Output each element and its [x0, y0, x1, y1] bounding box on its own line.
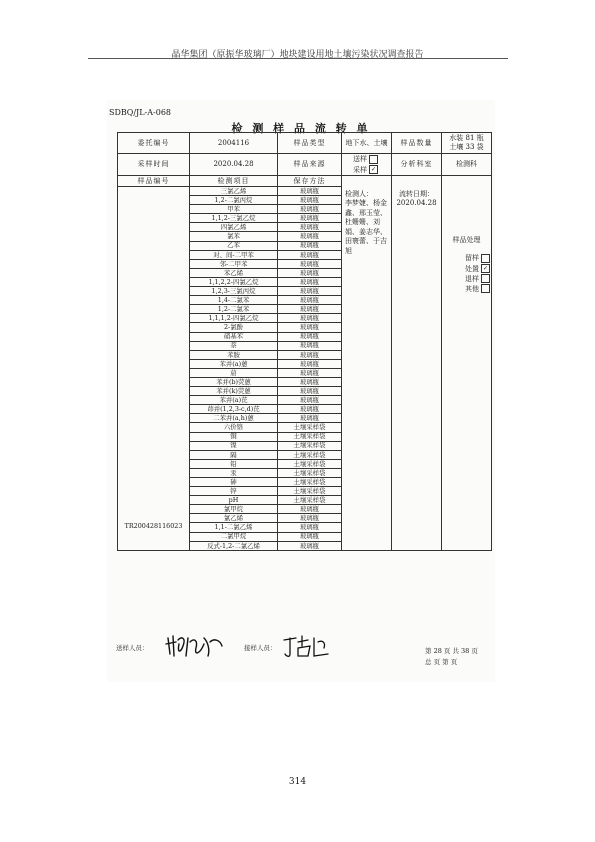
- storage-method: 玻璃瓶: [278, 541, 342, 550]
- storage-method: 玻璃瓶: [278, 214, 342, 223]
- test-item: 1,2-二氯丙烷: [190, 196, 278, 205]
- sample-qty-soil: 土壤 33 袋: [449, 143, 484, 151]
- test-item: 三氯乙烯: [190, 187, 278, 196]
- test-item: 砷: [190, 478, 278, 487]
- test-item: 茚并(1,2,3-c,d)芘: [190, 405, 278, 414]
- processing-title: 样品处理: [452, 236, 481, 244]
- storage-method: 玻璃瓶: [278, 268, 342, 277]
- checkbox-keep[interactable]: [481, 254, 490, 263]
- test-item: 苯并(k)荧蒽: [190, 387, 278, 396]
- sample-no-cell: [118, 187, 190, 551]
- storage-method: 玻璃瓶: [278, 414, 342, 423]
- checkbox-delivered[interactable]: [369, 155, 378, 164]
- value-sample-type: 地下水、土壤: [342, 133, 392, 154]
- storage-method: 土壤采样袋: [278, 487, 342, 496]
- test-item: 苯乙烯: [190, 268, 278, 277]
- transfer-label: 流转日期：: [399, 190, 434, 198]
- storage-method: 玻璃瓶: [278, 505, 342, 514]
- storage-method: 玻璃瓶: [278, 205, 342, 214]
- storage-method: 玻璃瓶: [278, 405, 342, 414]
- test-item: 苯并(b)荧蒽: [190, 377, 278, 386]
- form-title: 检 测 样 品 流 转 单: [231, 122, 371, 135]
- page-info: [425, 646, 478, 668]
- storage-method: 玻璃瓶: [278, 187, 342, 196]
- storage-method: 玻璃瓶: [278, 341, 342, 350]
- storage-method: 玻璃瓶: [278, 296, 342, 305]
- storage-method: 玻璃瓶: [278, 305, 342, 314]
- storage-method: 玻璃瓶: [278, 377, 342, 386]
- test-item: 1,1,2-三氯乙烷: [190, 214, 278, 223]
- page-info-line2: 总 页 第 页: [425, 658, 458, 667]
- storage-method: 玻璃瓶: [278, 323, 342, 332]
- value-entrust-no: 2004116: [190, 133, 278, 154]
- test-item: 四氯乙烯: [190, 223, 278, 232]
- checkbox-sampled[interactable]: ✓: [370, 166, 377, 173]
- test-item: 氯苯: [190, 232, 278, 241]
- processing-option-return: 退样: [465, 274, 490, 284]
- storage-method: 玻璃瓶: [278, 196, 342, 205]
- checkbox-other[interactable]: [481, 284, 490, 293]
- storage-method: 玻璃瓶: [278, 514, 342, 523]
- label-analysis-room: 分析科室: [392, 154, 442, 176]
- test-item: 萘: [190, 341, 278, 350]
- storage-method: 玻璃瓶: [278, 277, 342, 286]
- receiver-signature-icon: [282, 632, 332, 660]
- label-sample-type: 样品类型: [278, 133, 342, 154]
- sender-signature-icon: [164, 632, 226, 660]
- storage-method: 土壤采样袋: [278, 496, 342, 505]
- storage-method: 玻璃瓶: [278, 350, 342, 359]
- test-item: 反式-1,2-二氯乙烯: [190, 541, 278, 550]
- value-sample-source: [342, 154, 392, 176]
- test-item: 二氯甲烷: [190, 532, 278, 541]
- test-item: 1,2-二氯苯: [190, 305, 278, 314]
- test-item: 甲苯: [190, 205, 278, 214]
- test-item: 䓛: [190, 368, 278, 377]
- storage-method: 玻璃瓶: [278, 396, 342, 405]
- storage-method: 玻璃瓶: [278, 332, 342, 341]
- test-item: 苯并(a)蒽: [190, 359, 278, 368]
- storage-method: 玻璃瓶: [278, 250, 342, 259]
- storage-method: 土壤采样袋: [278, 478, 342, 487]
- sample-qty-water: 水装 81 瓶: [449, 133, 484, 142]
- storage-method: 土壤采样袋: [278, 432, 342, 441]
- storage-method: 土壤采样袋: [278, 441, 342, 450]
- storage-method: 玻璃瓶: [278, 387, 342, 396]
- test-item: pH: [190, 496, 278, 505]
- test-item: 铜: [190, 432, 278, 441]
- form-code: SDBQ/JL-A-068: [109, 108, 171, 117]
- test-item: 1,1,1,2-四氯乙烷: [190, 314, 278, 323]
- storage-method: 玻璃瓶: [278, 259, 342, 268]
- test-item: 汞: [190, 468, 278, 477]
- testers-names: 李梦婕、杨金鑫、邢玉莹、杜姗姗、刘娟、姜志华、田寰蕾、于吉旭: [345, 199, 387, 255]
- receiver-label: 接样人员：: [244, 644, 277, 652]
- test-item: 二苯并(a,h)蒽: [190, 414, 278, 423]
- test-item: 乙苯: [190, 241, 278, 250]
- test-item: 苯并(a)芘: [190, 396, 278, 405]
- test-item: 六价铬: [190, 423, 278, 432]
- header-row-3: [118, 176, 492, 187]
- header-rule: [88, 58, 508, 59]
- storage-method: 玻璃瓶: [278, 223, 342, 232]
- processing-cell: [442, 176, 492, 551]
- test-item: 铅: [190, 459, 278, 468]
- storage-method: 土壤采样袋: [278, 450, 342, 459]
- storage-method: 玻璃瓶: [278, 532, 342, 541]
- header-row-2: [118, 154, 492, 176]
- test-item: 1,1,2,2-四氯乙烷: [190, 277, 278, 286]
- test-item: 镍: [190, 441, 278, 450]
- transfer-cell: [392, 176, 442, 551]
- label-sample-no: 样品编号: [118, 176, 190, 187]
- processing-option-other: 其他: [465, 284, 490, 294]
- value-sample-qty: [442, 133, 492, 154]
- storage-method: 玻璃瓶: [278, 287, 342, 296]
- source-option-sampled: 采样 ✓: [353, 165, 377, 174]
- test-item: 2-氯酚: [190, 323, 278, 332]
- test-item: 对、间-二甲苯: [190, 250, 278, 259]
- storage-method: 玻璃瓶: [278, 359, 342, 368]
- report-header-title: 晶华集团（原振华玻璃厂）地块建设用地土壤污染状况调查报告: [171, 50, 424, 60]
- page-info-line1: 第 28 页 共 38 页: [425, 647, 478, 655]
- testers-label: 检测人：: [345, 190, 373, 198]
- value-analysis-room: 检测科: [442, 154, 492, 176]
- label-sample-date: 采样时间: [118, 154, 190, 176]
- test-item: 1,2,3-三氯丙烷: [190, 287, 278, 296]
- storage-method: 玻璃瓶: [278, 523, 342, 532]
- value-sample-date: 2020.04.28: [190, 154, 278, 176]
- sample-transfer-table: [117, 132, 492, 551]
- test-item: 氯甲烷: [190, 505, 278, 514]
- test-item: 邻-二甲苯: [190, 259, 278, 268]
- processing-option-keep: 留样: [465, 253, 490, 263]
- transfer-date: 2020.04.28: [396, 199, 437, 208]
- test-item: 苯胺: [190, 350, 278, 359]
- label-entrust-no: 委托编号: [118, 133, 190, 154]
- test-item: 1,1-二氯乙烯: [190, 523, 278, 532]
- storage-method: 玻璃瓶: [278, 241, 342, 250]
- sender-label: 送样人员：: [116, 644, 149, 652]
- test-item: 硝基苯: [190, 332, 278, 341]
- test-item: 锌: [190, 487, 278, 496]
- label-sample-qty: 样品数量: [392, 133, 442, 154]
- test-item: 隔: [190, 450, 278, 459]
- label-test-item: 检测项目: [190, 176, 278, 187]
- processing-option-dispose: 处置 ✓: [465, 264, 489, 273]
- source-option-delivered: 送样: [353, 154, 390, 165]
- page-number: 314: [288, 777, 307, 787]
- sample-no-value: TR200428116023: [124, 522, 183, 531]
- label-storage: 保存方法: [278, 176, 342, 187]
- storage-method: 玻璃瓶: [278, 368, 342, 377]
- storage-method: 玻璃瓶: [278, 314, 342, 323]
- test-item: 1,4-二氯苯: [190, 296, 278, 305]
- checkbox-dispose[interactable]: ✓: [482, 265, 489, 273]
- label-sample-source: 样品来源: [278, 154, 342, 176]
- testers-cell: [342, 176, 392, 551]
- test-item: 氯乙烯: [190, 514, 278, 523]
- checkbox-return[interactable]: [481, 274, 490, 283]
- header-row-1: [118, 133, 492, 154]
- storage-method: 土壤采样袋: [278, 468, 342, 477]
- storage-method: 玻璃瓶: [278, 232, 342, 241]
- storage-method: 土壤采样袋: [278, 423, 342, 432]
- storage-method: 土壤采样袋: [278, 459, 342, 468]
